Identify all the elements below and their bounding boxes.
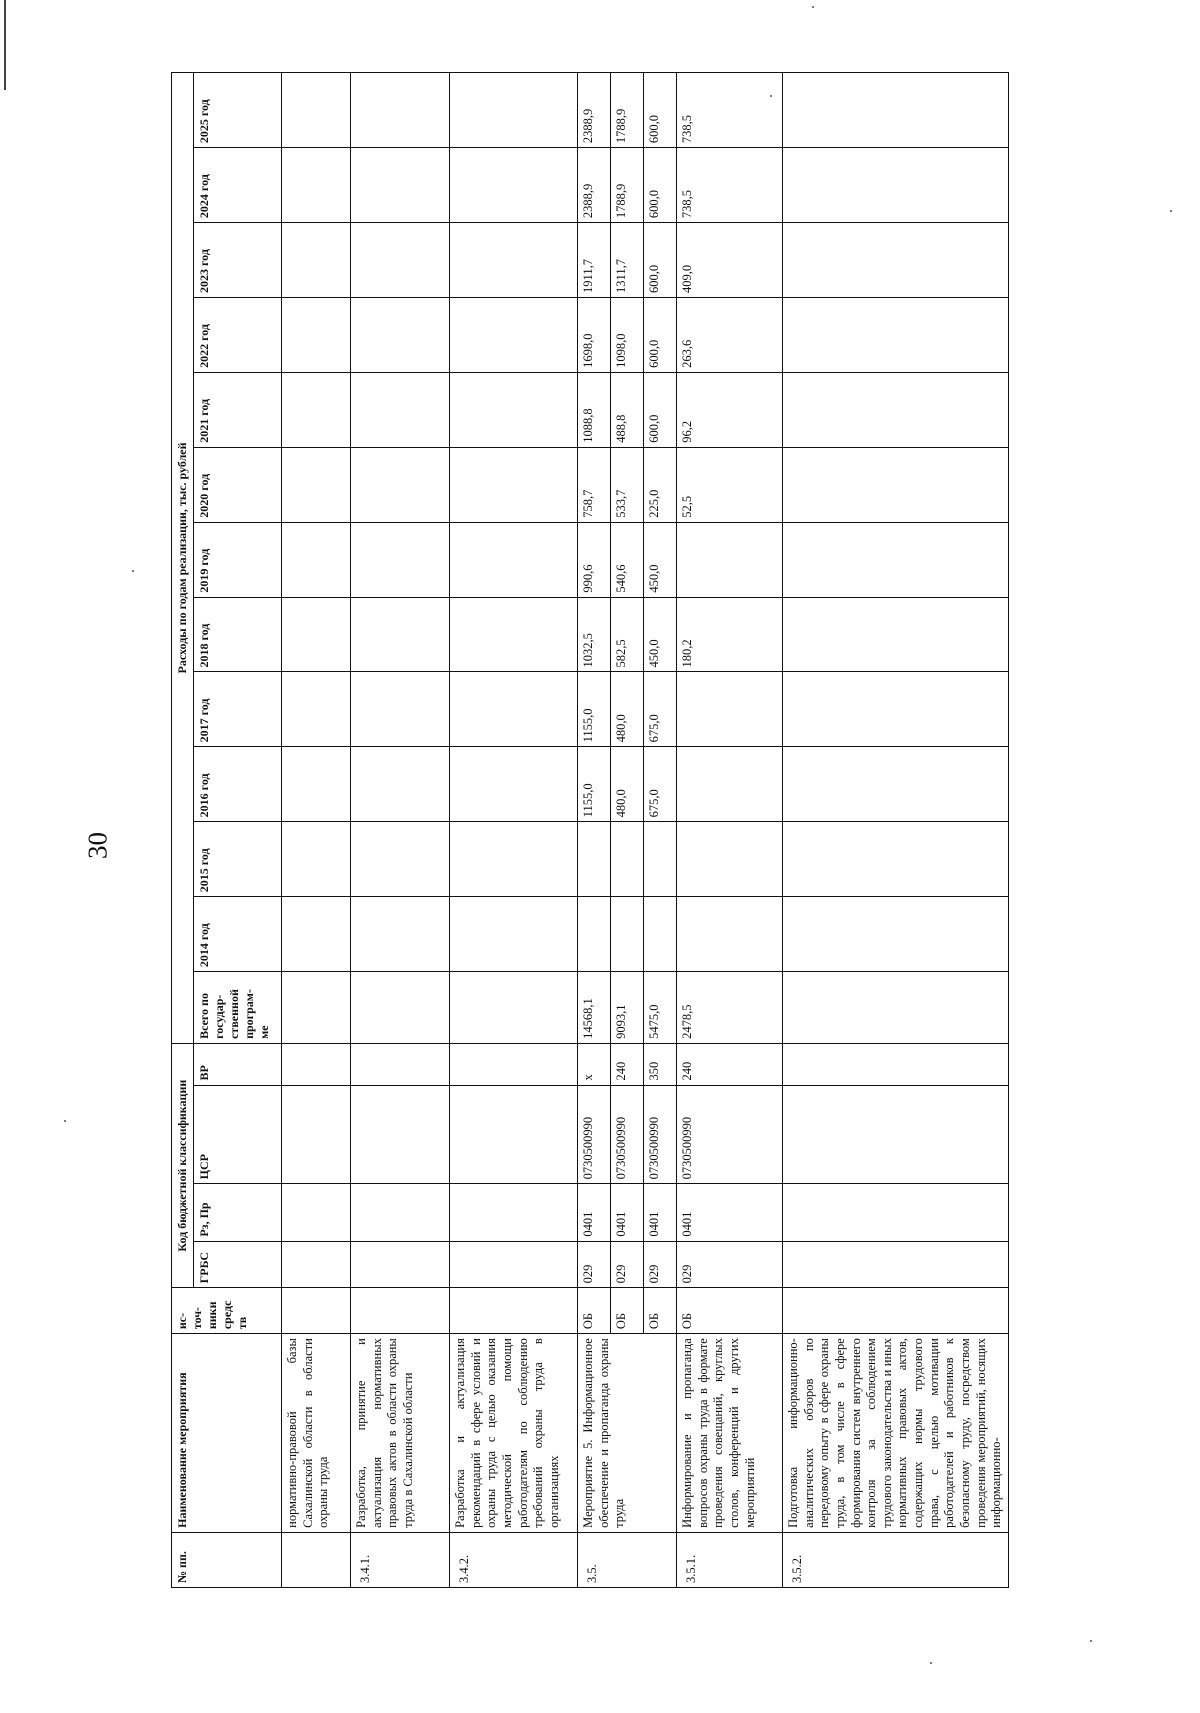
cell-year-value <box>351 447 450 522</box>
cell-rzpr <box>351 1184 450 1241</box>
cell-year-value <box>282 747 351 822</box>
budget-table <box>171 72 1009 1588</box>
cell-year-value <box>282 597 351 672</box>
cell-year-value: 180,2 <box>677 597 783 672</box>
cell-year-value <box>351 822 450 897</box>
cell-year-value: 600,0 <box>644 148 677 223</box>
cell-total <box>282 972 351 1044</box>
cell-year-value <box>351 73 450 148</box>
cell-year-value: 1788,9 <box>611 148 644 223</box>
cell-year-value: 675,0 <box>644 672 677 747</box>
header-year: 2019 год <box>194 522 282 597</box>
cell-vr: 240 <box>677 1043 783 1085</box>
row-number: 3.4.2. <box>450 1532 578 1587</box>
cell-year-value <box>282 672 351 747</box>
cell-year-value <box>282 223 351 298</box>
row-number: 3.4.1. <box>351 1532 450 1587</box>
cell-year-value <box>783 897 1009 972</box>
scan-speck <box>132 570 134 572</box>
cell-csr <box>351 1085 450 1184</box>
cell-year-value <box>578 897 611 972</box>
header-vr: ВР <box>194 1043 282 1085</box>
cell-year-value <box>677 747 783 822</box>
cell-csr <box>450 1085 578 1184</box>
cell-year-value: 263,6 <box>677 297 783 372</box>
cell-year-value: 600,0 <box>644 372 677 447</box>
cell-year-value <box>677 822 783 897</box>
table-row <box>282 73 351 1588</box>
header-csr: ЦСР <box>194 1085 282 1184</box>
row-number: 3.5. <box>578 1532 677 1587</box>
header-num: № пп. <box>172 1532 282 1587</box>
event-name: Подготовка информационно-аналитических обзоров по передовому опыту в сфере охраны труда, в том числе в сфере формирования систем внутреннего контроля за соблюдением трудового законодательства и иных нормативных правовых актов, содержащих нормы трудового права, с целью мотивации работодателей и работников к безопасному труду, посредством проведения мероприятий, носящих информационно- <box>783 1334 1009 1533</box>
cell-year-value <box>783 73 1009 148</box>
cell-csr: 0730500990 <box>677 1085 783 1184</box>
header-year: 2025 год <box>194 73 282 148</box>
header-source: ис-точ-ники средс тв <box>172 1288 282 1334</box>
cell-csr: 0730500990 <box>611 1085 644 1184</box>
scan-speck <box>64 1120 66 1122</box>
rotated-table-frame <box>171 72 1200 1588</box>
cell-year-value: 582,5 <box>611 597 644 672</box>
cell-year-value <box>351 297 450 372</box>
table-row <box>677 73 783 1588</box>
header-grbs: ГРБС <box>194 1241 282 1288</box>
cell-source <box>450 1288 578 1334</box>
cell-total <box>351 972 450 1044</box>
cell-year-value <box>783 148 1009 223</box>
table-row <box>450 73 578 1588</box>
cell-year-value: 225,0 <box>644 447 677 522</box>
cell-grbs: 029 <box>644 1241 677 1288</box>
cell-year-value <box>450 297 578 372</box>
row-number: 3.5.1. <box>677 1532 783 1587</box>
header-year: 2020 год <box>194 447 282 522</box>
cell-grbs <box>351 1241 450 1288</box>
cell-vr: 240 <box>611 1043 644 1085</box>
cell-vr <box>450 1043 578 1085</box>
cell-year-value <box>450 747 578 822</box>
cell-year-value <box>282 897 351 972</box>
cell-source: ОБ <box>644 1288 677 1334</box>
cell-year-value: 2388,9 <box>578 148 611 223</box>
cell-grbs: 029 <box>677 1241 783 1288</box>
cell-csr: 0730500990 <box>644 1085 677 1184</box>
scan-speck <box>770 95 772 97</box>
cell-year-value <box>783 447 1009 522</box>
cell-year-value <box>450 597 578 672</box>
cell-year-value <box>351 522 450 597</box>
cell-year-value: 600,0 <box>644 73 677 148</box>
cell-year-value <box>351 897 450 972</box>
cell-year-value: 2388,9 <box>578 73 611 148</box>
header-year: 2015 год <box>194 822 282 897</box>
cell-year-value <box>450 822 578 897</box>
cell-year-value <box>450 897 578 972</box>
cell-year-value: 1911,7 <box>578 223 611 298</box>
cell-rzpr: 0401 <box>677 1184 783 1241</box>
cell-year-value <box>282 297 351 372</box>
header-year: 2023 год <box>194 223 282 298</box>
cell-year-value <box>677 897 783 972</box>
cell-year-value <box>282 372 351 447</box>
cell-year-value <box>450 672 578 747</box>
cell-total <box>450 972 578 1044</box>
cell-year-value: 1311,7 <box>611 223 644 298</box>
cell-year-value <box>677 522 783 597</box>
cell-year-value: 540,6 <box>611 522 644 597</box>
cell-source <box>783 1288 1009 1334</box>
cell-year-value <box>578 822 611 897</box>
cell-grbs <box>783 1241 1009 1288</box>
cell-total <box>783 972 1009 1044</box>
cell-year-value: 488,8 <box>611 372 644 447</box>
scan-speck <box>1170 210 1172 212</box>
event-name: Разработка, принятие и актуализация нормативных правовых актов в области охраны труда в Сахалинской области <box>351 1334 450 1533</box>
cell-year-value <box>351 372 450 447</box>
header-year: 2024 год <box>194 148 282 223</box>
cell-year-value <box>783 223 1009 298</box>
cell-year-value: 600,0 <box>644 297 677 372</box>
header-year: 2014 год <box>194 897 282 972</box>
cell-grbs <box>282 1241 351 1288</box>
cell-year-value <box>450 73 578 148</box>
cell-rzpr <box>783 1184 1009 1241</box>
table-body <box>282 73 1009 1588</box>
cell-year-value <box>783 747 1009 822</box>
cell-csr <box>282 1085 351 1184</box>
cell-year-value <box>677 672 783 747</box>
cell-year-value <box>644 822 677 897</box>
cell-year-value <box>783 822 1009 897</box>
cell-total: 5475,0 <box>644 972 677 1044</box>
cell-year-value: 738,5 <box>677 148 783 223</box>
cell-year-value <box>282 148 351 223</box>
cell-year-value <box>282 522 351 597</box>
event-name: Информирование и пропаганда вопросов охраны труда в формате проведения совещаний, круглых столов, конференций и других мероприятий <box>677 1334 783 1533</box>
cell-year-value <box>450 522 578 597</box>
cell-rzpr: 0401 <box>644 1184 677 1241</box>
cell-total: 2478,5 <box>677 972 783 1044</box>
table-row <box>783 73 1009 1588</box>
cell-rzpr: 0401 <box>611 1184 644 1241</box>
header-year: 2017 год <box>194 672 282 747</box>
cell-year-value <box>282 822 351 897</box>
cell-year-value <box>783 672 1009 747</box>
page-number: 30 <box>82 832 113 859</box>
row-number: 3.5.2. <box>783 1532 1009 1587</box>
cell-grbs: 029 <box>611 1241 644 1288</box>
cell-year-value: 1088,8 <box>578 372 611 447</box>
event-name: Мероприятие 5. Информационное обеспечение и пропаганда охраны труда <box>578 1334 677 1533</box>
scan-speck <box>1090 1640 1092 1642</box>
cell-year-value <box>783 597 1009 672</box>
cell-year-value: 480,0 <box>611 672 644 747</box>
cell-vr <box>351 1043 450 1085</box>
cell-grbs <box>450 1241 578 1288</box>
header-year: 2018 год <box>194 597 282 672</box>
cell-year-value: 1032,5 <box>578 597 611 672</box>
header-name: Наименование мероприятия <box>172 1334 282 1533</box>
cell-year-value: 480,0 <box>611 747 644 822</box>
cell-year-value: 533,7 <box>611 447 644 522</box>
cell-year-value: 738,5 <box>677 73 783 148</box>
scan-edge-line <box>4 0 6 90</box>
cell-year-value <box>783 372 1009 447</box>
header-year: 2016 год <box>194 747 282 822</box>
cell-vr <box>783 1043 1009 1085</box>
cell-vr: 350 <box>644 1043 677 1085</box>
cell-year-value: 1788,9 <box>611 73 644 148</box>
cell-year-value: 1155,0 <box>578 747 611 822</box>
cell-year-value <box>611 897 644 972</box>
cell-vr <box>282 1043 351 1085</box>
row-number <box>282 1532 351 1587</box>
scan-speck <box>812 6 814 8</box>
cell-year-value: 1098,0 <box>611 297 644 372</box>
cell-year-value: 675,0 <box>644 747 677 822</box>
header-rzpr: Рз, Пр <box>194 1184 282 1241</box>
cell-year-value <box>351 747 450 822</box>
cell-year-value <box>282 447 351 522</box>
cell-source <box>351 1288 450 1334</box>
table-row <box>578 73 611 1588</box>
cell-total: 14568,1 <box>578 972 611 1044</box>
header-total: Всего по государ-ственной програм-ме <box>194 972 282 1044</box>
cell-year-value <box>450 447 578 522</box>
cell-year-value <box>351 148 450 223</box>
cell-rzpr <box>450 1184 578 1241</box>
cell-year-value: 409,0 <box>677 223 783 298</box>
cell-year-value: 450,0 <box>644 522 677 597</box>
cell-source <box>282 1288 351 1334</box>
header-year: 2021 год <box>194 372 282 447</box>
cell-year-value <box>351 223 450 298</box>
cell-year-value <box>611 822 644 897</box>
header-budget-code: Код бюджетной классификации <box>172 1043 194 1287</box>
cell-year-value: 758,7 <box>578 447 611 522</box>
cell-rzpr <box>282 1184 351 1241</box>
cell-year-value: 1698,0 <box>578 297 611 372</box>
scan-speck <box>930 1662 932 1664</box>
cell-grbs: 029 <box>578 1241 611 1288</box>
cell-year-value <box>351 672 450 747</box>
cell-year-value <box>351 597 450 672</box>
cell-year-value <box>783 522 1009 597</box>
cell-csr: 0730500990 <box>578 1085 611 1184</box>
cell-year-value <box>450 372 578 447</box>
cell-year-value: 450,0 <box>644 597 677 672</box>
cell-year-value: 990,6 <box>578 522 611 597</box>
cell-source: ОБ <box>677 1288 783 1334</box>
cell-csr <box>783 1085 1009 1184</box>
cell-year-value <box>450 148 578 223</box>
header-year: 2022 год <box>194 297 282 372</box>
cell-year-value: 96,2 <box>677 372 783 447</box>
header-expenses: Расходы по годам реализации, тыс. рублей <box>172 73 194 1044</box>
cell-year-value <box>644 897 677 972</box>
cell-year-value <box>783 297 1009 372</box>
event-name: нормативно-правовой базы Сахалинской области в области охраны труда <box>282 1334 351 1533</box>
table-row <box>351 73 450 1588</box>
cell-vr: х <box>578 1043 611 1085</box>
cell-year-value: 1155,0 <box>578 672 611 747</box>
cell-year-value: 600,0 <box>644 223 677 298</box>
cell-rzpr: 0401 <box>578 1184 611 1241</box>
cell-year-value: 52,5 <box>677 447 783 522</box>
cell-total: 9093,1 <box>611 972 644 1044</box>
event-name: Разработка и актуализация рекомендаций в сфере условий и охраны труда с целью оказания методической помощи работодателям по соблюдению требований охраны труда в организациях <box>450 1334 578 1533</box>
cell-year-value <box>282 73 351 148</box>
cell-year-value <box>450 223 578 298</box>
cell-source: ОБ <box>578 1288 611 1334</box>
cell-source: ОБ <box>611 1288 644 1334</box>
